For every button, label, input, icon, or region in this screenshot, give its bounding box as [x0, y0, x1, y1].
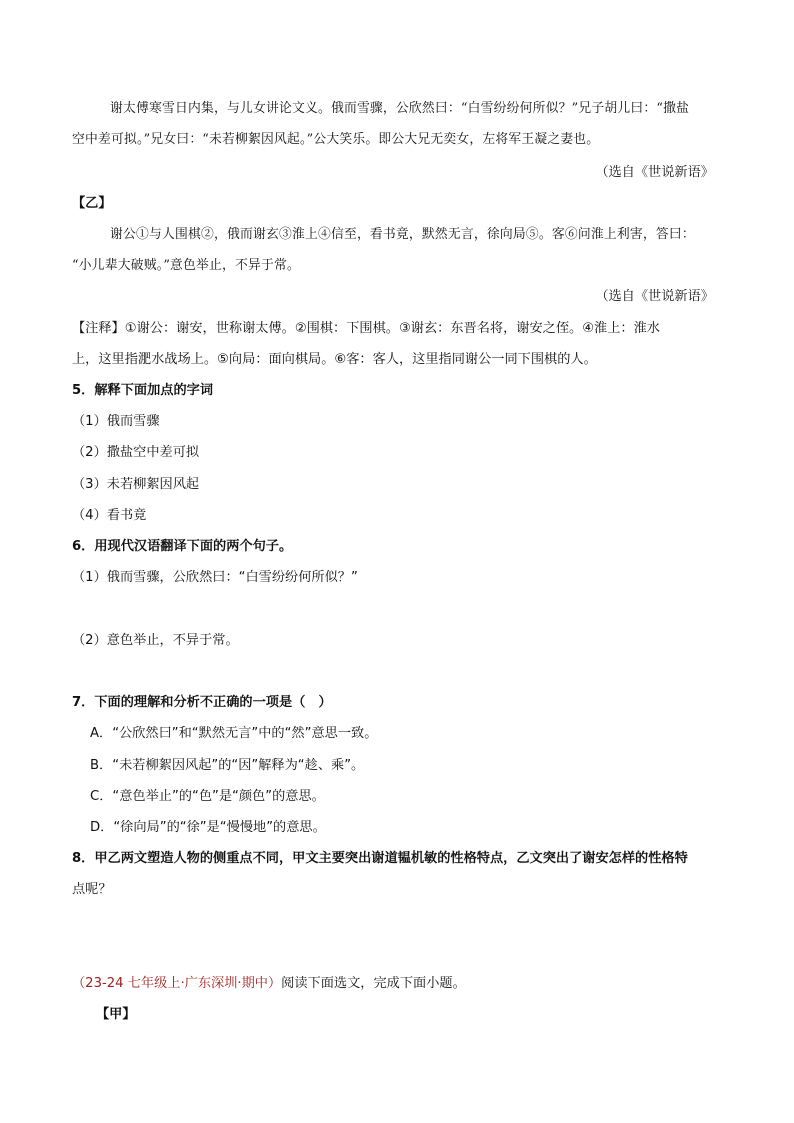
question-6-item: （1）俄而雪骤，公欣然曰：“白雪纷纷何所似？”	[72, 570, 358, 585]
passage-yi-line-1: 谢公①与人围棋②，俄而谢玄③淮上④信至，看书竟，默然无言，徐向局⑤。客⑥问淮上利害，答曰：	[110, 227, 695, 242]
question-5-item: （4）看书竟	[72, 508, 147, 523]
question-7-option-a: A．“公欣然曰”和“默然无言”中的“然”意思一致。	[90, 726, 378, 741]
question-6-item: （2）意色举止，不异于常。	[72, 633, 239, 648]
question-5-item: （3）未若柳絮因风起	[72, 477, 200, 492]
question-8-line-2: 点呢？	[72, 882, 112, 897]
passage-jia-source: （选自《世说新语》	[595, 165, 714, 180]
question-6-title: 6．用现代汉语翻译下面的两个句子。	[72, 539, 293, 554]
question-8-line-1: 8．甲乙两文塑造人物的侧重点不同，甲文主要突出谢道韫机敏的性格特点，乙文突出了谢安怎样的性格特	[72, 851, 688, 866]
notes-line-2: 上，这里指淝水战场上。⑤向局：面向棋局。⑥客：客人，这里指同谢公一同下围棋的人。	[72, 352, 597, 367]
passage-yi-source: （选自《世说新语》	[595, 289, 714, 304]
question-7-option-c: C．“意色举止”的“色”是“颜色”的意思。	[90, 789, 325, 804]
exam-source-tag: （23-24 七年级上·广东深圳·期中）	[72, 976, 282, 991]
question-7-option-b: B．“未若柳絮因风起”的“因”解释为“趁、乘”。	[90, 758, 365, 773]
question-7-title: 7．下面的理解和分析不正确的一项是（ ）	[72, 695, 332, 710]
notes-line-1: 【注释】①谢公：谢安，世称谢太傅。②围棋：下围棋。③谢玄：东晋名将，谢安之侄。④淮上：淮水	[72, 321, 660, 336]
passage-yi-line-2: “小儿辈大破贼。”意色举止，不异于常。	[72, 258, 301, 273]
passage-jia-line-2: 空中差可拟。”兄女曰：“未若柳絮因风起。”公大笑乐。即公大兄无奕女，左将军王凝之妻也。	[72, 132, 600, 147]
next-passage-header: 【甲】	[96, 1007, 136, 1022]
question-5-title: 5．解释下面加点的字词	[72, 383, 214, 398]
passage-jia-line-1: 谢太傅寒雪日内集，与儿女讲论文义。俄而雪骤，公欣然曰：“白雪纷纷何所似？”兄子胡儿曰：“撒盐	[110, 101, 690, 116]
question-7-option-d: D．“徐向局”的“徐”是“慢慢地”的意思。	[90, 820, 326, 835]
question-5-item: （1）俄而雪骤	[72, 414, 160, 429]
next-section-instruction: 阅读下面选文，完成下面小题。	[281, 976, 466, 991]
passage-yi-header: 【乙】	[72, 196, 112, 211]
next-section-intro	[72, 974, 466, 994]
question-5-item: （2）撒盐空中差可拟	[72, 445, 200, 460]
